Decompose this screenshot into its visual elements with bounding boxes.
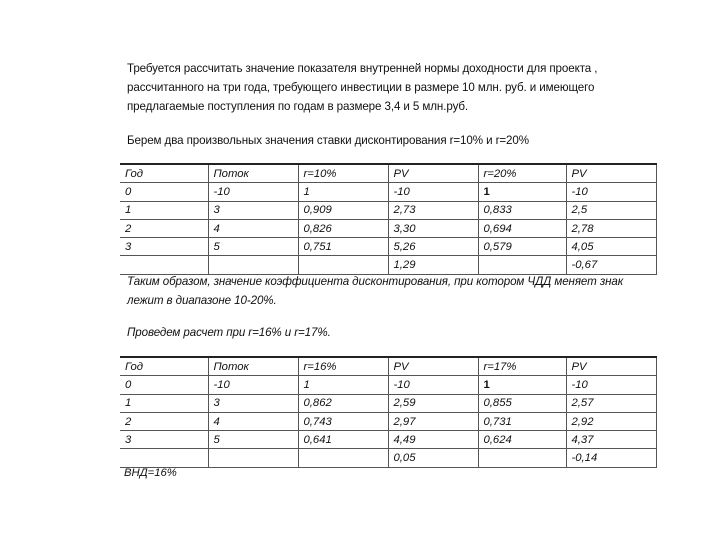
table-cell [208, 449, 298, 467]
table-cell: 0,909 [298, 201, 388, 219]
table-cell [298, 449, 388, 467]
table-cell: 3 [208, 201, 298, 219]
table-cell: -10 [208, 376, 298, 394]
table-cell: 5,26 [388, 238, 478, 256]
irr-result: ВНД=16% [124, 467, 177, 479]
intro-line: рассчитанного на три года, требующего инвестиции в размере 10 млн. руб. и имеющего [127, 81, 595, 94]
table-cell: 2 [120, 412, 208, 430]
table-cell: 0,731 [478, 412, 566, 430]
table-rates-10-20 [120, 163, 657, 275]
table-cell: 3,30 [388, 219, 478, 237]
npv-total-cell: 1,29 [388, 256, 478, 274]
intro-paragraph [127, 59, 627, 116]
table-row [120, 412, 656, 430]
rates-statement: Берем два произвольных значения ставки дисконтирования r=10% и r=20% [127, 134, 529, 147]
table-cell: 2,5 [566, 201, 656, 219]
table-cell: 1 [478, 376, 566, 394]
table-cell: -10 [566, 183, 656, 201]
conclusion-paragraph [127, 272, 627, 310]
table-cell: 5 [208, 238, 298, 256]
table-cell: 0,641 [298, 431, 388, 449]
table-cell: 2,57 [566, 394, 656, 412]
intro-line: Требуется рассчитать значение показателя внутренней нормы доходности для проекта , [127, 62, 598, 75]
header-cell-rate-a: r=10% [298, 164, 388, 183]
refine-statement: Проведем расчет при r=16% и r=17%. [127, 326, 331, 339]
conclusion-line: Таким образом, значение коэффициента дисконтирования, при котором ЧДД меняет знак [127, 275, 624, 288]
conclusion-line: лежит в диапазоне 10-20%. [127, 294, 277, 307]
table-cell [120, 449, 208, 467]
table-cell: -10 [388, 376, 478, 394]
table-cell: 2,78 [566, 219, 656, 237]
table-cell: 1 [478, 183, 566, 201]
table-cell: 5 [208, 431, 298, 449]
header-cell-pv-a: PV [388, 357, 478, 376]
table-cell: 1 [120, 201, 208, 219]
table-cell: 0 [120, 183, 208, 201]
npv-total-cell: -0,67 [566, 256, 656, 274]
table-row [120, 238, 656, 256]
table-cell: 0 [120, 376, 208, 394]
header-cell-pv-b: PV [566, 357, 656, 376]
header-cell-rate-b: r=17% [478, 357, 566, 376]
header-cell-rate-a: r=16% [298, 357, 388, 376]
header-cell-flow: Поток [208, 164, 298, 183]
table-rates-16-17 [120, 356, 657, 468]
table-cell [478, 449, 566, 467]
table-cell: 4,05 [566, 238, 656, 256]
table-cell: 3 [120, 238, 208, 256]
table-cell: 4,37 [566, 431, 656, 449]
npv-total-cell: -0,14 [566, 449, 656, 467]
table-cell: 0,694 [478, 219, 566, 237]
table-row [120, 376, 656, 394]
table-header-row [120, 164, 656, 183]
table-row [120, 183, 656, 201]
table-row [120, 431, 656, 449]
table-cell: 2,73 [388, 201, 478, 219]
table-cell: 0,855 [478, 394, 566, 412]
table-cell: 0,751 [298, 238, 388, 256]
table-cell: 4 [208, 219, 298, 237]
table-cell: 0,624 [478, 431, 566, 449]
table-header-row [120, 357, 656, 376]
header-cell-pv-b: PV [566, 164, 656, 183]
table-cell: 3 [208, 394, 298, 412]
table-cell: 2 [120, 219, 208, 237]
table-cell: 0,826 [298, 219, 388, 237]
table-cell: 1 [298, 183, 388, 201]
table-cell: 4,49 [388, 431, 478, 449]
table-cell: -10 [566, 376, 656, 394]
npv-total-cell: 0,05 [388, 449, 478, 467]
table-cell: 1 [298, 376, 388, 394]
header-cell-year: Год [120, 164, 208, 183]
header-cell-flow: Поток [208, 357, 298, 376]
table-row [120, 201, 656, 219]
header-cell-pv-a: PV [388, 164, 478, 183]
table-cell: 0,833 [478, 201, 566, 219]
table-totals-row [120, 449, 656, 467]
table-cell: 3 [120, 431, 208, 449]
table-row [120, 219, 656, 237]
table-cell: 0,862 [298, 394, 388, 412]
table-cell: 2,97 [388, 412, 478, 430]
header-cell-rate-b: r=20% [478, 164, 566, 183]
table-cell: 2,92 [566, 412, 656, 430]
table-cell: 1 [120, 394, 208, 412]
intro-line: предлагаемые поступления по годам в размере 3,4 и 5 млн.руб. [127, 100, 469, 113]
table-cell: -10 [208, 183, 298, 201]
table-cell: 0,743 [298, 412, 388, 430]
table-row [120, 394, 656, 412]
table-cell: 4 [208, 412, 298, 430]
table-cell: 2,59 [388, 394, 478, 412]
table-cell: -10 [388, 183, 478, 201]
header-cell-year: Год [120, 357, 208, 376]
table-cell: 0,579 [478, 238, 566, 256]
